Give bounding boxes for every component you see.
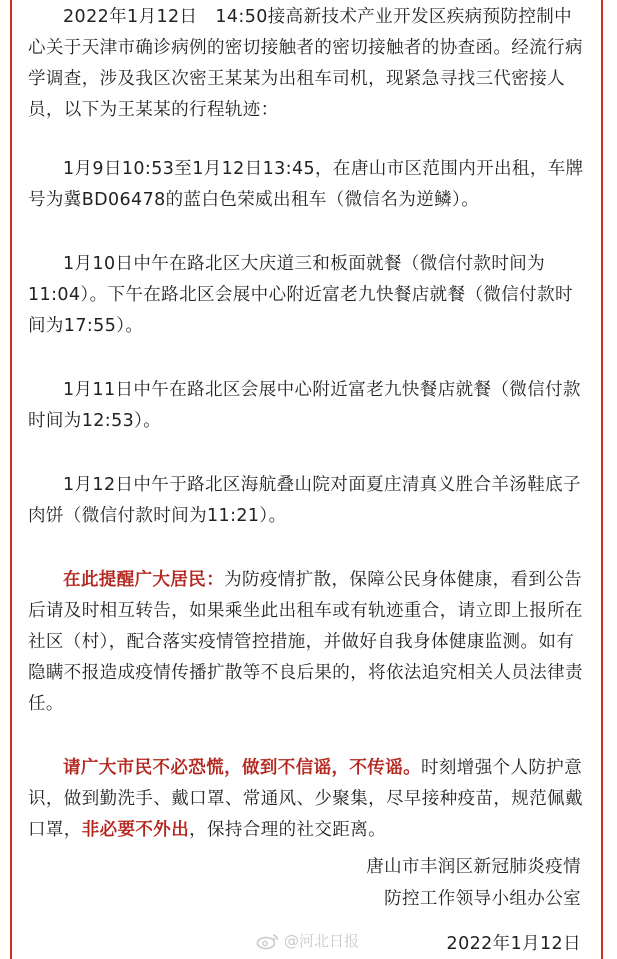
reminder-paragraph	[28, 565, 588, 720]
notice-body	[28, 2, 588, 846]
appeal-lead: 请广大市民不必恐慌，做到不信谣，不传谣。	[63, 758, 421, 778]
weibo-logo-icon	[256, 932, 280, 950]
trip-paragraph-3: 1月11日中午在路北区会展中心附近富老九快餐店就餐（微信付款时间为12:53）。	[28, 380, 581, 431]
signature-org-line-2: 防控工作领导小组办公室	[384, 889, 581, 909]
trip-paragraph-2: 1月10日中午在路北区大庆道三和板面就餐（微信付款时间为11:04）。下午在路北区会展中心附近富老九快餐店就餐（微信付款时间为17:55）。	[28, 254, 573, 336]
weibo-watermark	[256, 930, 359, 951]
watermark-text: @河北日报	[284, 932, 360, 950]
signature-org-line-1: 唐山市丰润区新冠肺炎疫情	[366, 857, 581, 877]
trip-paragraph-1: 1月9日10:53至1月12日13:45，在唐山市区范围内开出租，车牌号为冀BD06478的蓝白色荣威出租车（微信名为逆鳞）。	[28, 159, 584, 210]
reminder-lead: 在此提醒广大居民：	[63, 570, 225, 590]
reminder-text: 为防疫情扩散，保障公民身体健康，看到公告后请及时相互转告，如果乘坐此出租车或有轨迹重合，请立即上报所在社区（村），配合落实疫情管控措施，并做好自我身体健康监测。如有隐瞒不报造成疫情传播扩散等不良后果的，将依法追究相关人员法律责任。	[28, 570, 583, 714]
appeal-text-1: 时刻增强个人防护意识，做到勤洗手、戴口罩、常通风、少聚集，尽早接种疫苗，规范佩戴口罩，	[28, 758, 583, 840]
intro-paragraph: 2022年1月12日 14:50接高新技术产业开发区疾病预防控制中心关于天津市确诊病例的密切接触者的密切接触者的协查函。经流行病学调查，涉及我区次密王某某为出租车司机，现紧急寻找三代密接人员，以下为王某某的行程轨迹：	[28, 7, 583, 120]
appeal-emphasis: 非必要不外出	[81, 820, 190, 840]
notice-date: 2022年1月12日	[446, 934, 581, 954]
appeal-paragraph	[28, 753, 588, 846]
appeal-text-2: ，保持合理的社交距离。	[189, 820, 387, 840]
trip-paragraph-4: 1月12日中午于路北区海航叠山院对面夏庄清真义胜合羊汤鞋底子肉饼（微信付款时间为11:21）。	[28, 475, 581, 526]
